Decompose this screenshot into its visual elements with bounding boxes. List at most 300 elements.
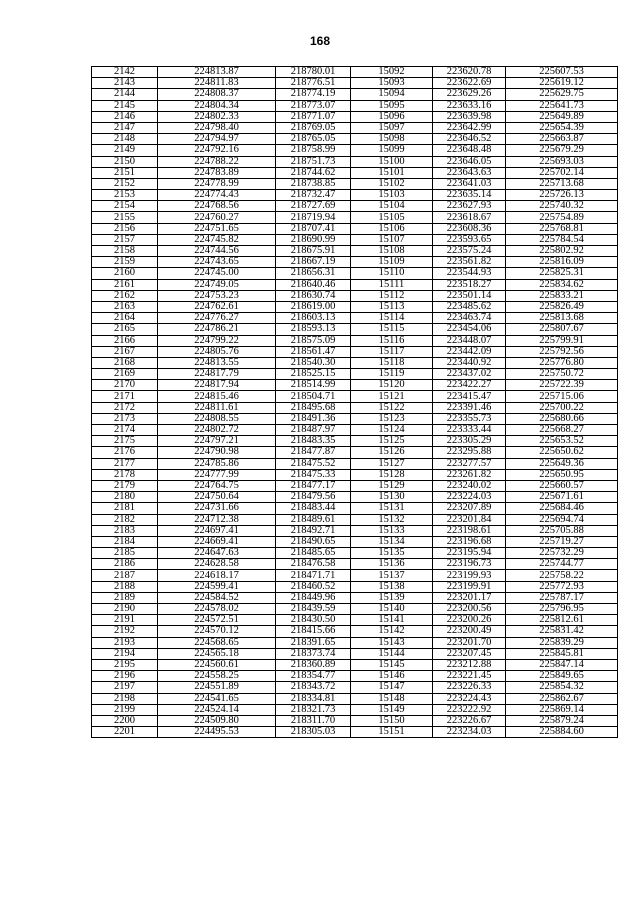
point-number-b-cell: 15112 [351, 290, 433, 301]
table-row [92, 67, 618, 78]
coordinate-y-b-cell: 225802.92 [506, 246, 618, 257]
point-number-b-cell: 15097 [351, 122, 433, 133]
coordinate-y-b-cell: 225654.39 [506, 122, 618, 133]
point-number-a-cell: 2166 [92, 335, 158, 346]
coordinate-y-b-cell: 225758.22 [506, 570, 618, 581]
coordinate-y-b-cell: 225862.67 [506, 693, 618, 704]
point-number-b-cell: 15130 [351, 492, 433, 503]
coordinate-x-b-cell: 223448.07 [433, 335, 506, 346]
coordinate-y-b-cell: 225722.39 [506, 380, 618, 391]
coordinate-y-b-cell: 225834.62 [506, 279, 618, 290]
coordinate-y-a-cell: 218439.59 [276, 604, 351, 615]
table-row [92, 659, 618, 670]
coordinate-y-b-cell: 225715.06 [506, 391, 618, 402]
coordinate-y-a-cell: 218744.62 [276, 167, 351, 178]
point-number-b-cell: 15110 [351, 268, 433, 279]
coordinate-y-a-cell: 218471.71 [276, 570, 351, 581]
coordinate-x-a-cell: 224560.61 [158, 659, 276, 670]
coordinate-x-a-cell: 224570.12 [158, 626, 276, 637]
coordinate-x-b-cell: 223463.74 [433, 313, 506, 324]
coordinate-x-b-cell: 223224.03 [433, 492, 506, 503]
coordinate-y-a-cell: 218675.91 [276, 246, 351, 257]
page-number: 168 [309, 34, 331, 48]
coordinate-y-b-cell: 225740.32 [506, 201, 618, 212]
table-row [92, 290, 618, 301]
coordinate-x-a-cell: 224802.72 [158, 425, 276, 436]
point-number-b-cell: 15134 [351, 536, 433, 547]
coordinate-y-b-cell: 225705.88 [506, 525, 618, 536]
coordinate-x-b-cell: 223277.57 [433, 458, 506, 469]
point-number-a-cell: 2182 [92, 514, 158, 525]
point-number-b-cell: 15126 [351, 447, 433, 458]
table-row [92, 413, 618, 424]
coordinate-x-a-cell: 224750.64 [158, 492, 276, 503]
coordinate-y-b-cell: 225702.14 [506, 167, 618, 178]
coordinate-y-a-cell: 218391.65 [276, 637, 351, 648]
point-number-a-cell: 2177 [92, 458, 158, 469]
coordinate-y-a-cell: 218771.07 [276, 111, 351, 122]
coordinate-x-a-cell: 224760.27 [158, 212, 276, 223]
coordinate-y-a-cell: 218475.33 [276, 469, 351, 480]
coordinate-x-b-cell: 223593.65 [433, 234, 506, 245]
coordinate-y-a-cell: 218489.61 [276, 514, 351, 525]
table-row [92, 671, 618, 682]
coordinate-x-b-cell: 223201.84 [433, 514, 506, 525]
point-number-a-cell: 2194 [92, 648, 158, 659]
coordinate-x-b-cell: 223518.27 [433, 279, 506, 290]
point-number-a-cell: 2179 [92, 480, 158, 491]
coordinate-x-b-cell: 223627.93 [433, 201, 506, 212]
coordinate-y-a-cell: 218707.41 [276, 223, 351, 234]
coordinate-y-b-cell: 225807.67 [506, 324, 618, 335]
point-number-a-cell: 2173 [92, 413, 158, 424]
coordinate-y-a-cell: 218334.81 [276, 693, 351, 704]
coordinate-x-b-cell: 223648.48 [433, 145, 506, 156]
coordinate-y-a-cell: 218514.99 [276, 380, 351, 391]
coordinate-x-b-cell: 223629.26 [433, 89, 506, 100]
table-row [92, 480, 618, 491]
coordinate-x-a-cell: 224572.51 [158, 615, 276, 626]
coordinate-y-a-cell: 218619.00 [276, 301, 351, 312]
coordinate-x-b-cell: 223200.49 [433, 626, 506, 637]
coordinate-x-a-cell: 224798.40 [158, 122, 276, 133]
point-number-a-cell: 2152 [92, 178, 158, 189]
point-number-a-cell: 2183 [92, 525, 158, 536]
coordinate-y-a-cell: 218732.47 [276, 190, 351, 201]
point-number-a-cell: 2143 [92, 78, 158, 89]
coordinate-y-b-cell: 225744.77 [506, 559, 618, 570]
coordinate-x-b-cell: 223618.67 [433, 212, 506, 223]
table-row [92, 279, 618, 290]
point-number-a-cell: 2180 [92, 492, 158, 503]
point-number-b-cell: 15099 [351, 145, 433, 156]
coordinate-y-a-cell: 218360.89 [276, 659, 351, 670]
point-number-b-cell: 15117 [351, 346, 433, 357]
point-number-b-cell: 15093 [351, 78, 433, 89]
point-number-a-cell: 2149 [92, 145, 158, 156]
coordinate-x-a-cell: 224762.61 [158, 301, 276, 312]
coordinate-x-b-cell: 223222.92 [433, 704, 506, 715]
coordinate-x-a-cell: 224778.99 [158, 178, 276, 189]
coordinate-x-b-cell: 223635.14 [433, 190, 506, 201]
table-row [92, 402, 618, 413]
coordinate-x-a-cell: 224817.94 [158, 380, 276, 391]
coordinate-x-b-cell: 223234.03 [433, 727, 506, 738]
coordinate-x-a-cell: 224551.89 [158, 682, 276, 693]
coordinate-y-a-cell: 218485.65 [276, 548, 351, 559]
coordinate-x-a-cell: 224669.41 [158, 536, 276, 547]
table-row [92, 503, 618, 514]
coordinate-x-b-cell: 223200.56 [433, 604, 506, 615]
point-number-a-cell: 2189 [92, 592, 158, 603]
coordinate-y-b-cell: 225649.89 [506, 111, 618, 122]
coordinate-y-a-cell: 218487.97 [276, 425, 351, 436]
point-number-b-cell: 15131 [351, 503, 433, 514]
point-number-b-cell: 15149 [351, 704, 433, 715]
coordinate-x-a-cell: 224599.41 [158, 581, 276, 592]
point-number-b-cell: 15096 [351, 111, 433, 122]
coordinate-x-b-cell: 223442.09 [433, 346, 506, 357]
point-number-a-cell: 2161 [92, 279, 158, 290]
coordinate-x-a-cell: 224777.99 [158, 469, 276, 480]
coordinate-y-a-cell: 218491.36 [276, 413, 351, 424]
point-number-a-cell: 2181 [92, 503, 158, 514]
coordinate-x-b-cell: 223642.99 [433, 122, 506, 133]
point-number-b-cell: 15148 [351, 693, 433, 704]
point-number-a-cell: 2142 [92, 67, 158, 78]
table-row [92, 234, 618, 245]
coordinate-x-b-cell: 223226.33 [433, 682, 506, 693]
coordinate-y-b-cell: 225879.24 [506, 715, 618, 726]
coordinates-table [91, 66, 618, 738]
table-row [92, 648, 618, 659]
coordinate-x-b-cell: 223200.26 [433, 615, 506, 626]
point-number-a-cell: 2197 [92, 682, 158, 693]
coordinate-y-b-cell: 225650.95 [506, 469, 618, 480]
point-number-a-cell: 2188 [92, 581, 158, 592]
coordinate-y-a-cell: 218504.71 [276, 391, 351, 402]
table-row [92, 201, 618, 212]
table-row [92, 693, 618, 704]
coordinate-x-b-cell: 223437.02 [433, 369, 506, 380]
table-row [92, 313, 618, 324]
coordinate-x-a-cell: 224802.33 [158, 111, 276, 122]
point-number-b-cell: 15119 [351, 369, 433, 380]
coordinate-x-b-cell: 223261.82 [433, 469, 506, 480]
coordinate-y-a-cell: 218460.52 [276, 581, 351, 592]
coordinate-x-a-cell: 224808.37 [158, 89, 276, 100]
coordinate-y-a-cell: 218765.05 [276, 134, 351, 145]
coordinate-y-b-cell: 225831.42 [506, 626, 618, 637]
coordinate-y-b-cell: 225726.13 [506, 190, 618, 201]
coordinate-x-a-cell: 224495.53 [158, 727, 276, 738]
table-row [92, 559, 618, 570]
point-number-b-cell: 15114 [351, 313, 433, 324]
coordinate-y-b-cell: 225845.81 [506, 648, 618, 659]
coordinate-x-a-cell: 224797.21 [158, 436, 276, 447]
point-number-b-cell: 15108 [351, 246, 433, 257]
coordinate-y-b-cell: 225784.54 [506, 234, 618, 245]
coordinate-x-b-cell: 223212.88 [433, 659, 506, 670]
coordinate-x-b-cell: 223207.89 [433, 503, 506, 514]
point-number-b-cell: 15104 [351, 201, 433, 212]
point-number-b-cell: 15151 [351, 727, 433, 738]
coordinate-y-a-cell: 218575.09 [276, 335, 351, 346]
coordinate-y-a-cell: 218477.17 [276, 480, 351, 491]
coordinate-y-b-cell: 225816.09 [506, 257, 618, 268]
point-number-a-cell: 2178 [92, 469, 158, 480]
table-row [92, 145, 618, 156]
coordinate-x-a-cell: 224565.18 [158, 648, 276, 659]
point-number-b-cell: 15127 [351, 458, 433, 469]
coordinate-x-a-cell: 224712.38 [158, 514, 276, 525]
table-row [92, 727, 618, 738]
coordinate-y-b-cell: 225668.27 [506, 425, 618, 436]
point-number-a-cell: 2156 [92, 223, 158, 234]
point-number-a-cell: 2193 [92, 637, 158, 648]
coordinate-x-b-cell: 223201.70 [433, 637, 506, 648]
coordinate-x-b-cell: 223422.27 [433, 380, 506, 391]
coordinate-x-b-cell: 223415.47 [433, 391, 506, 402]
point-number-a-cell: 2195 [92, 659, 158, 670]
coordinate-y-b-cell: 225839.29 [506, 637, 618, 648]
coordinate-y-a-cell: 218593.13 [276, 324, 351, 335]
coordinate-x-a-cell: 224764.75 [158, 480, 276, 491]
point-number-a-cell: 2187 [92, 570, 158, 581]
coordinate-y-a-cell: 218561.47 [276, 346, 351, 357]
coordinate-y-b-cell: 225719.27 [506, 536, 618, 547]
table-row [92, 536, 618, 547]
coordinate-x-b-cell: 223544.93 [433, 268, 506, 279]
point-number-a-cell: 2167 [92, 346, 158, 357]
coordinate-x-a-cell: 224788.22 [158, 156, 276, 167]
point-number-a-cell: 2162 [92, 290, 158, 301]
point-number-b-cell: 15138 [351, 581, 433, 592]
coordinate-x-b-cell: 223643.63 [433, 167, 506, 178]
point-number-a-cell: 2144 [92, 89, 158, 100]
table-row [92, 324, 618, 335]
table-row [92, 715, 618, 726]
table-row [92, 391, 618, 402]
coordinate-y-a-cell: 218667.19 [276, 257, 351, 268]
coordinate-y-a-cell: 218640.46 [276, 279, 351, 290]
point-number-b-cell: 15092 [351, 67, 433, 78]
coordinate-x-b-cell: 223295.88 [433, 447, 506, 458]
table-row [92, 100, 618, 111]
coordinate-x-b-cell: 223221.45 [433, 671, 506, 682]
table-row [92, 369, 618, 380]
coordinate-x-a-cell: 224786.21 [158, 324, 276, 335]
coordinate-y-b-cell: 225700.22 [506, 402, 618, 413]
coordinate-y-a-cell: 218477.87 [276, 447, 351, 458]
table-row [92, 581, 618, 592]
coordinate-y-b-cell: 225680.66 [506, 413, 618, 424]
table-row [92, 335, 618, 346]
coordinate-x-a-cell: 224731.66 [158, 503, 276, 514]
point-number-a-cell: 2153 [92, 190, 158, 201]
point-number-a-cell: 2191 [92, 615, 158, 626]
point-number-a-cell: 2175 [92, 436, 158, 447]
point-number-b-cell: 15139 [351, 592, 433, 603]
coordinate-y-a-cell: 218690.99 [276, 234, 351, 245]
table-row [92, 436, 618, 447]
table-row [92, 89, 618, 100]
coordinate-y-b-cell: 225650.62 [506, 447, 618, 458]
coordinate-x-a-cell: 224785.86 [158, 458, 276, 469]
coordinate-y-b-cell: 225750.72 [506, 369, 618, 380]
table-row [92, 514, 618, 525]
point-number-a-cell: 2198 [92, 693, 158, 704]
coordinate-x-b-cell: 223391.46 [433, 402, 506, 413]
coordinate-y-a-cell: 218415.66 [276, 626, 351, 637]
coordinate-x-a-cell: 224799.22 [158, 335, 276, 346]
table-row [92, 626, 618, 637]
coordinate-x-a-cell: 224697.41 [158, 525, 276, 536]
coordinate-y-b-cell: 225679.29 [506, 145, 618, 156]
coordinate-y-a-cell: 218769.05 [276, 122, 351, 133]
coordinate-y-b-cell: 225607.53 [506, 67, 618, 78]
coordinate-x-b-cell: 223198.61 [433, 525, 506, 536]
table-row [92, 156, 618, 167]
coordinate-x-a-cell: 224804.34 [158, 100, 276, 111]
coordinate-y-b-cell: 225799.91 [506, 335, 618, 346]
coordinate-x-b-cell: 223454.06 [433, 324, 506, 335]
coordinate-x-a-cell: 224647.63 [158, 548, 276, 559]
table-row [92, 357, 618, 368]
point-number-b-cell: 15116 [351, 335, 433, 346]
coordinate-x-a-cell: 224578.02 [158, 604, 276, 615]
table-row [92, 257, 618, 268]
coordinate-x-a-cell: 224813.55 [158, 357, 276, 368]
point-number-b-cell: 15142 [351, 626, 433, 637]
table-row [92, 178, 618, 189]
table-row [92, 223, 618, 234]
coordinate-y-b-cell: 225649.36 [506, 458, 618, 469]
coordinate-x-a-cell: 224790.98 [158, 447, 276, 458]
point-number-b-cell: 15144 [351, 648, 433, 659]
point-number-a-cell: 2155 [92, 212, 158, 223]
coordinate-x-a-cell: 224558.25 [158, 671, 276, 682]
coordinate-y-b-cell: 225787.17 [506, 592, 618, 603]
point-number-b-cell: 15147 [351, 682, 433, 693]
coordinate-y-a-cell: 218490.65 [276, 536, 351, 547]
coordinate-x-a-cell: 224815.46 [158, 391, 276, 402]
coordinate-x-a-cell: 224805.76 [158, 346, 276, 357]
point-number-a-cell: 2201 [92, 727, 158, 738]
coordinate-x-a-cell: 224792.16 [158, 145, 276, 156]
coordinate-y-b-cell: 225772.93 [506, 581, 618, 592]
coordinate-x-a-cell: 224811.61 [158, 402, 276, 413]
table-row [92, 212, 618, 223]
coordinate-y-b-cell: 225671.61 [506, 492, 618, 503]
point-number-a-cell: 2171 [92, 391, 158, 402]
coordinate-y-a-cell: 218475.52 [276, 458, 351, 469]
coordinate-y-b-cell: 225869.14 [506, 704, 618, 715]
point-number-a-cell: 2172 [92, 402, 158, 413]
point-number-a-cell: 2170 [92, 380, 158, 391]
coordinate-x-b-cell: 223575.24 [433, 246, 506, 257]
point-number-b-cell: 15122 [351, 402, 433, 413]
coordinate-y-a-cell: 218343.72 [276, 682, 351, 693]
point-number-a-cell: 2199 [92, 704, 158, 715]
coordinate-y-b-cell: 225619.12 [506, 78, 618, 89]
coordinate-x-a-cell: 224584.52 [158, 592, 276, 603]
point-number-b-cell: 15113 [351, 301, 433, 312]
point-number-a-cell: 2192 [92, 626, 158, 637]
coordinate-y-b-cell: 225629.75 [506, 89, 618, 100]
coordinate-y-a-cell: 218449.96 [276, 592, 351, 603]
point-number-b-cell: 15111 [351, 279, 433, 290]
coordinate-x-a-cell: 224783.89 [158, 167, 276, 178]
coordinate-x-a-cell: 224808.55 [158, 413, 276, 424]
coordinate-y-a-cell: 218540.30 [276, 357, 351, 368]
coordinate-x-b-cell: 223196.73 [433, 559, 506, 570]
point-number-a-cell: 2160 [92, 268, 158, 279]
coordinate-x-a-cell: 224774.43 [158, 190, 276, 201]
point-number-b-cell: 15121 [351, 391, 433, 402]
coordinate-x-a-cell: 224811.83 [158, 78, 276, 89]
table-row [92, 425, 618, 436]
point-number-a-cell: 2146 [92, 111, 158, 122]
coordinate-x-a-cell: 224749.05 [158, 279, 276, 290]
coordinate-x-b-cell: 223608.36 [433, 223, 506, 234]
coordinate-x-b-cell: 223641.03 [433, 178, 506, 189]
point-number-b-cell: 15106 [351, 223, 433, 234]
coordinate-x-b-cell: 223561.82 [433, 257, 506, 268]
coordinate-y-a-cell: 218495.68 [276, 402, 351, 413]
coordinate-x-b-cell: 223226.67 [433, 715, 506, 726]
coordinate-y-a-cell: 218656.31 [276, 268, 351, 279]
coordinate-y-b-cell: 225792.56 [506, 346, 618, 357]
coordinate-x-b-cell: 223622.69 [433, 78, 506, 89]
coordinate-y-a-cell: 218311.70 [276, 715, 351, 726]
table-row [92, 380, 618, 391]
table-row [92, 190, 618, 201]
coordinate-y-a-cell: 218321.73 [276, 704, 351, 715]
table-row [92, 492, 618, 503]
coordinate-y-b-cell: 225796.95 [506, 604, 618, 615]
table-row [92, 615, 618, 626]
coordinate-x-a-cell: 224794.97 [158, 134, 276, 145]
coordinate-x-b-cell: 223207.45 [433, 648, 506, 659]
coordinate-x-a-cell: 224813.87 [158, 67, 276, 78]
coordinate-x-a-cell: 224744.56 [158, 246, 276, 257]
coordinate-y-b-cell: 225754.89 [506, 212, 618, 223]
point-number-b-cell: 15137 [351, 570, 433, 581]
coordinate-x-b-cell: 223196.68 [433, 536, 506, 547]
coordinate-y-b-cell: 225854.32 [506, 682, 618, 693]
point-number-b-cell: 15150 [351, 715, 433, 726]
table-row [92, 682, 618, 693]
coordinate-x-b-cell: 223240.02 [433, 480, 506, 491]
point-number-b-cell: 15107 [351, 234, 433, 245]
point-number-b-cell: 15132 [351, 514, 433, 525]
table-row [92, 637, 618, 648]
coordinate-y-a-cell: 218727.69 [276, 201, 351, 212]
point-number-b-cell: 15098 [351, 134, 433, 145]
point-number-b-cell: 15140 [351, 604, 433, 615]
point-number-b-cell: 15118 [351, 357, 433, 368]
table-row [92, 246, 618, 257]
coordinate-x-b-cell: 223195.94 [433, 548, 506, 559]
table-row [92, 122, 618, 133]
coordinate-x-b-cell: 223620.78 [433, 67, 506, 78]
coordinate-x-b-cell: 223224.43 [433, 693, 506, 704]
point-number-b-cell: 15109 [351, 257, 433, 268]
table-row [92, 268, 618, 279]
coordinate-y-b-cell: 225694.74 [506, 514, 618, 525]
point-number-b-cell: 15136 [351, 559, 433, 570]
